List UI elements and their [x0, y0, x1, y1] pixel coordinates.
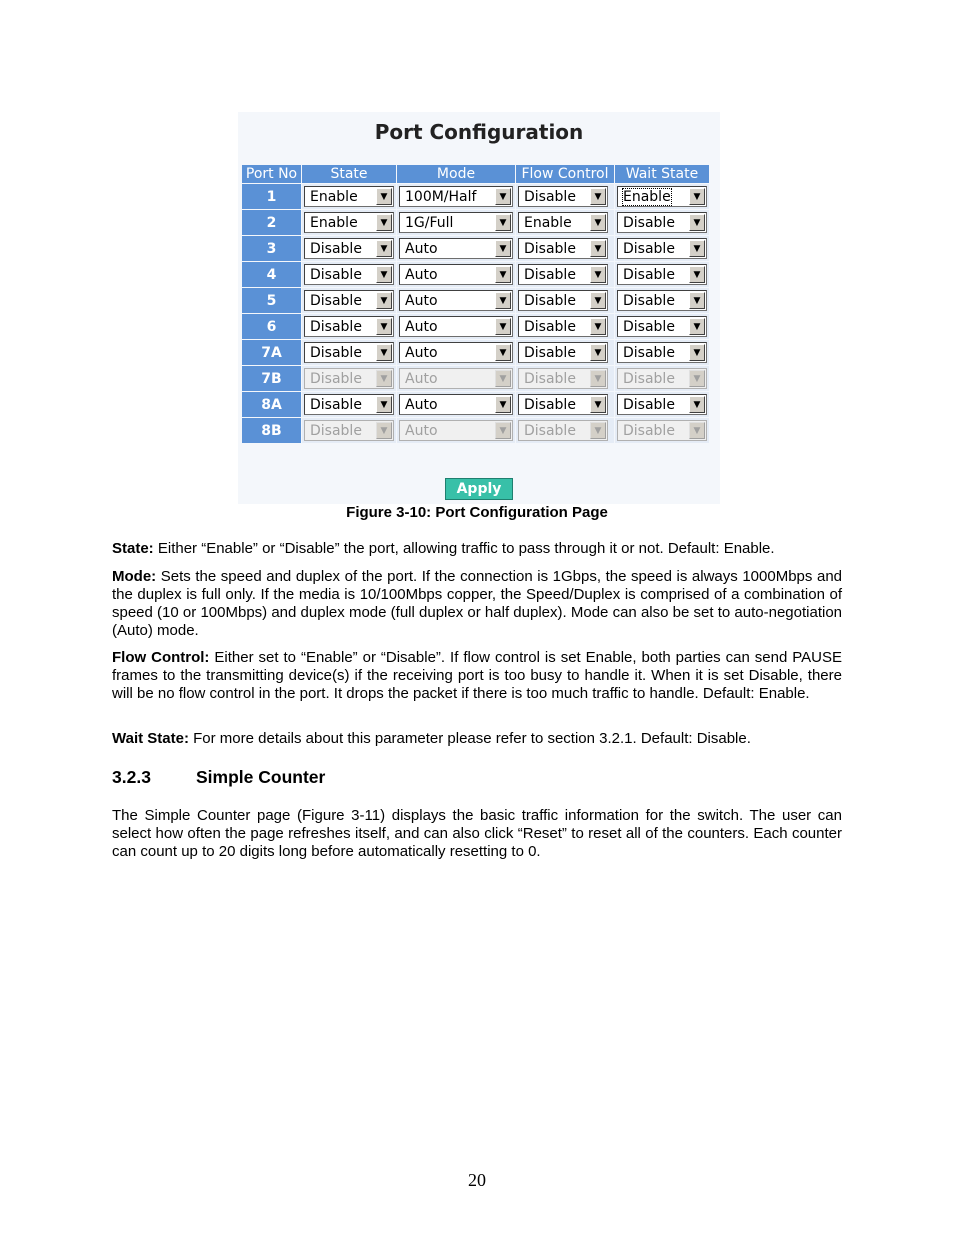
chevron-down-icon[interactable]: ▼ — [495, 292, 511, 309]
state-cell — [302, 392, 396, 417]
flow-control-select[interactable] — [518, 394, 608, 415]
mode-select[interactable] — [399, 342, 513, 363]
chevron-down-icon[interactable]: ▼ — [689, 188, 705, 205]
simple-counter-paragraph: The Simple Counter page (Figure 3-11) displays the basic traffic information for the switch. The user can select how often the page refreshes itself, and can also click “Reset” to reset all of the counters. Each counter can count up to 20 digits long before automatically resetting to 0. — [112, 807, 842, 860]
flow-control-select — [518, 368, 608, 389]
chevron-down-icon[interactable]: ▼ — [689, 292, 705, 309]
state-select-value: Disable — [310, 240, 362, 257]
mode-select[interactable] — [399, 394, 513, 415]
wait-state-select[interactable] — [617, 316, 707, 337]
col-header-wait-state: Wait State — [615, 165, 709, 183]
chevron-down-icon[interactable]: ▼ — [689, 344, 705, 361]
mode-select-value: 1G/Full — [405, 214, 454, 231]
chevron-down-icon: ▼ — [590, 370, 606, 387]
chevron-down-icon: ▼ — [376, 370, 392, 387]
mode-description: Sets the speed and duplex of the port. If the connection is 1Gbps, the speed is always 1000Mbps and the duplex is full only. If the media is 10/100Mbps copper, the Speed/Duplex is comprised of a combination of speed (10 or 100Mbps) and duplex mode (full duplex or half duplex). Mode can also be set to auto-negotiation (Auto) mode. — [112, 568, 842, 639]
chevron-down-icon: ▼ — [495, 422, 511, 439]
chevron-down-icon[interactable]: ▼ — [495, 318, 511, 335]
mode-select-value: Auto — [405, 344, 438, 361]
wait-state-select-value: Enable — [623, 188, 671, 205]
wait-state-select — [617, 420, 707, 441]
table-header-row — [242, 165, 709, 183]
port-number-cell: 4 — [242, 262, 301, 287]
wait-state-select[interactable] — [617, 290, 707, 311]
wait-state-select[interactable] — [617, 186, 707, 207]
table-row — [242, 184, 709, 209]
chevron-down-icon: ▼ — [495, 370, 511, 387]
wait-state-select[interactable] — [617, 238, 707, 259]
state-cell — [302, 236, 396, 261]
table-row — [242, 210, 709, 235]
table-row — [242, 236, 709, 261]
page-number: 20 — [468, 1170, 486, 1190]
state-select-value: Disable — [310, 396, 362, 413]
wait-state-cell — [615, 184, 709, 209]
state-select-value: Enable — [310, 214, 358, 231]
col-header-flow-control: Flow Control — [516, 165, 614, 183]
state-select[interactable] — [304, 290, 394, 311]
wait-state-select-value: Disable — [623, 266, 675, 283]
mode-cell — [397, 236, 515, 261]
chevron-down-icon[interactable]: ▼ — [590, 214, 606, 231]
state-cell — [302, 288, 396, 313]
chevron-down-icon[interactable]: ▼ — [689, 318, 705, 335]
wait-state-select[interactable] — [617, 212, 707, 233]
flow-control-cell — [516, 366, 614, 391]
mode-select[interactable] — [399, 212, 513, 233]
col-header-port-no: Port No — [242, 165, 301, 183]
wait-state-cell — [615, 288, 709, 313]
wait-state-select — [617, 368, 707, 389]
flow-control-description: Either set to “Enable” or “Disable”. If flow control is set Enable, both parties can send PAUSE frames to the transmitting device(s) if the receiving port is too busy to handle it. When it is set Disable, there will be no flow control in the port. It drops the packet if there is too much traffic to handle. Default: Enable. — [112, 649, 842, 702]
flow-control-select[interactable] — [518, 238, 608, 259]
col-header-mode: Mode — [397, 165, 515, 183]
flow-control-select-value: Disable — [524, 240, 576, 257]
wait-state-select-value: Disable — [623, 422, 675, 439]
flow-control-select[interactable] — [518, 342, 608, 363]
state-cell — [302, 314, 396, 339]
wait-state-term: Wait State: — [112, 730, 189, 747]
state-select — [304, 368, 394, 389]
table-row — [242, 418, 709, 443]
wait-state-cell — [615, 236, 709, 261]
chevron-down-icon[interactable]: ▼ — [689, 396, 705, 413]
chevron-down-icon[interactable]: ▼ — [689, 240, 705, 257]
chevron-down-icon: ▼ — [689, 370, 705, 387]
state-cell — [302, 366, 396, 391]
chevron-down-icon[interactable]: ▼ — [590, 188, 606, 205]
state-cell — [302, 340, 396, 365]
chevron-down-icon[interactable]: ▼ — [590, 344, 606, 361]
chevron-down-icon[interactable]: ▼ — [590, 396, 606, 413]
flow-control-select-value: Disable — [524, 188, 576, 205]
wait-state-select-value: Disable — [623, 214, 675, 231]
flow-control-select-value: Disable — [524, 396, 576, 413]
wait-state-select-value: Disable — [623, 344, 675, 361]
wait-state-select-value: Disable — [623, 240, 675, 257]
figure-caption: Figure 3-10: Port Configuration Page — [346, 504, 608, 521]
mode-select[interactable] — [399, 316, 513, 337]
flow-control-cell — [516, 210, 614, 235]
wait-state-cell — [615, 366, 709, 391]
apply-button[interactable]: Apply — [445, 478, 513, 500]
state-select[interactable] — [304, 212, 394, 233]
flow-control-cell — [516, 392, 614, 417]
mode-cell — [397, 392, 515, 417]
wait-state-select-value: Disable — [623, 396, 675, 413]
flow-control-select[interactable] — [518, 290, 608, 311]
wait-state-cell — [615, 262, 709, 287]
port-number-cell: 8A — [242, 392, 301, 417]
port-number-cell: 3 — [242, 236, 301, 261]
chevron-down-icon[interactable]: ▼ — [590, 266, 606, 283]
mode-select — [399, 420, 513, 441]
mode-select-value: Auto — [405, 266, 438, 283]
wait-state-cell — [615, 340, 709, 365]
flow-control-cell — [516, 418, 614, 443]
flow-control-cell — [516, 184, 614, 209]
chevron-down-icon: ▼ — [689, 422, 705, 439]
chevron-down-icon[interactable]: ▼ — [590, 318, 606, 335]
wait-state-select[interactable] — [617, 342, 707, 363]
wait-state-cell — [615, 392, 709, 417]
flow-control-select-value: Enable — [524, 214, 572, 231]
chevron-down-icon[interactable]: ▼ — [495, 344, 511, 361]
mode-select-value: Auto — [405, 318, 438, 335]
state-select-value: Disable — [310, 318, 362, 335]
port-number-cell: 1 — [242, 184, 301, 209]
flow-control-select-value: Disable — [524, 292, 576, 309]
state-paragraph — [112, 540, 842, 558]
chevron-down-icon[interactable]: ▼ — [376, 188, 392, 205]
flow-control-select-value: Disable — [524, 422, 576, 439]
state-select-value: Disable — [310, 422, 362, 439]
state-select-value: Disable — [310, 292, 362, 309]
mode-select-value: Auto — [405, 292, 438, 309]
state-select[interactable] — [304, 186, 394, 207]
chevron-down-icon[interactable]: ▼ — [495, 240, 511, 257]
flow-control-select-value: Disable — [524, 344, 576, 361]
flow-control-cell — [516, 340, 614, 365]
flow-control-select-value: Disable — [524, 370, 576, 387]
mode-cell — [397, 288, 515, 313]
port-number-cell: 2 — [242, 210, 301, 235]
flow-control-cell — [516, 262, 614, 287]
port-number-cell: 5 — [242, 288, 301, 313]
chevron-down-icon[interactable]: ▼ — [376, 396, 392, 413]
wait-state-select-value: Disable — [623, 318, 675, 335]
section-number: 3.2.3 — [112, 767, 151, 787]
flow-control-term: Flow Control: — [112, 649, 210, 666]
mode-select-value: Auto — [405, 370, 438, 387]
flow-control-select-value: Disable — [524, 266, 576, 283]
wait-state-select[interactable] — [617, 394, 707, 415]
table-row — [242, 366, 709, 391]
wait-state-cell — [615, 418, 709, 443]
flow-control-select-value: Disable — [524, 318, 576, 335]
mode-select[interactable] — [399, 238, 513, 259]
chevron-down-icon[interactable]: ▼ — [495, 188, 511, 205]
mode-cell — [397, 184, 515, 209]
chevron-down-icon[interactable]: ▼ — [376, 344, 392, 361]
port-number-cell: 6 — [242, 314, 301, 339]
wait-state-description: For more details about this parameter please refer to section 3.2.1. Default: Disable. — [188, 730, 751, 747]
chevron-down-icon[interactable]: ▼ — [689, 214, 705, 231]
state-select[interactable] — [304, 316, 394, 337]
state-cell — [302, 262, 396, 287]
chevron-down-icon: ▼ — [376, 422, 392, 439]
state-select[interactable] — [304, 342, 394, 363]
flow-control-cell — [516, 314, 614, 339]
state-select-value: Enable — [310, 188, 358, 205]
mode-cell — [397, 340, 515, 365]
wait-state-select[interactable] — [617, 264, 707, 285]
mode-select-value: Auto — [405, 396, 438, 413]
table-row — [242, 340, 709, 365]
mode-term: Mode: — [112, 568, 157, 585]
wait-state-paragraph — [112, 730, 842, 748]
flow-control-cell — [516, 236, 614, 261]
flow-control-paragraph — [112, 649, 842, 703]
chevron-down-icon[interactable]: ▼ — [590, 240, 606, 257]
mode-paragraph — [112, 568, 842, 640]
mode-cell — [397, 314, 515, 339]
mode-select[interactable] — [399, 186, 513, 207]
mode-select[interactable] — [399, 290, 513, 311]
chevron-down-icon[interactable]: ▼ — [376, 292, 392, 309]
chevron-down-icon[interactable]: ▼ — [376, 266, 392, 283]
chevron-down-icon[interactable]: ▼ — [590, 292, 606, 309]
state-description: Either “Enable” or “Disable” the port, allowing traffic to pass through it or not. Default: Enable. — [153, 540, 775, 557]
table-row — [242, 288, 709, 313]
state-select-value: Disable — [310, 266, 362, 283]
state-select[interactable] — [304, 394, 394, 415]
mode-select — [399, 368, 513, 389]
state-select — [304, 420, 394, 441]
chevron-down-icon[interactable]: ▼ — [376, 318, 392, 335]
port-number-cell: 8B — [242, 418, 301, 443]
flow-control-select — [518, 420, 608, 441]
chevron-down-icon[interactable]: ▼ — [376, 214, 392, 231]
chevron-down-icon[interactable]: ▼ — [495, 266, 511, 283]
state-select-value: Disable — [310, 370, 362, 387]
state-term: State: — [112, 540, 154, 557]
chevron-down-icon: ▼ — [590, 422, 606, 439]
wait-state-cell — [615, 210, 709, 235]
table-row — [242, 262, 709, 287]
chevron-down-icon[interactable]: ▼ — [495, 214, 511, 231]
mode-select-value: 100M/Half — [405, 188, 477, 205]
state-select-value: Disable — [310, 344, 362, 361]
section-title: Simple Counter — [196, 767, 326, 787]
col-header-state: State — [302, 165, 396, 183]
mode-cell — [397, 210, 515, 235]
port-number-cell: 7A — [242, 340, 301, 365]
flow-control-select[interactable] — [518, 316, 608, 337]
state-cell — [302, 184, 396, 209]
port-number-cell: 7B — [242, 366, 301, 391]
flow-control-cell — [516, 288, 614, 313]
chevron-down-icon[interactable]: ▼ — [376, 240, 392, 257]
chevron-down-icon[interactable]: ▼ — [495, 396, 511, 413]
section-heading — [112, 767, 325, 788]
mode-cell — [397, 366, 515, 391]
mode-cell — [397, 418, 515, 443]
wait-state-select-value: Disable — [623, 370, 675, 387]
mode-select-value: Auto — [405, 240, 438, 257]
mode-cell — [397, 262, 515, 287]
page-title: Port Configuration — [374, 120, 584, 144]
flow-control-select[interactable] — [518, 264, 608, 285]
mode-select[interactable] — [399, 264, 513, 285]
table-row — [242, 392, 709, 417]
state-cell — [302, 418, 396, 443]
state-cell — [302, 210, 396, 235]
state-select[interactable] — [304, 238, 394, 259]
port-config-table — [241, 164, 710, 444]
mode-select-value: Auto — [405, 422, 438, 439]
state-select[interactable] — [304, 264, 394, 285]
flow-control-select[interactable] — [518, 212, 608, 233]
wait-state-select-value: Disable — [623, 292, 675, 309]
table-row — [242, 314, 709, 339]
flow-control-select[interactable] — [518, 186, 608, 207]
chevron-down-icon[interactable]: ▼ — [689, 266, 705, 283]
port-configuration-screenshot — [238, 112, 720, 504]
wait-state-cell — [615, 314, 709, 339]
